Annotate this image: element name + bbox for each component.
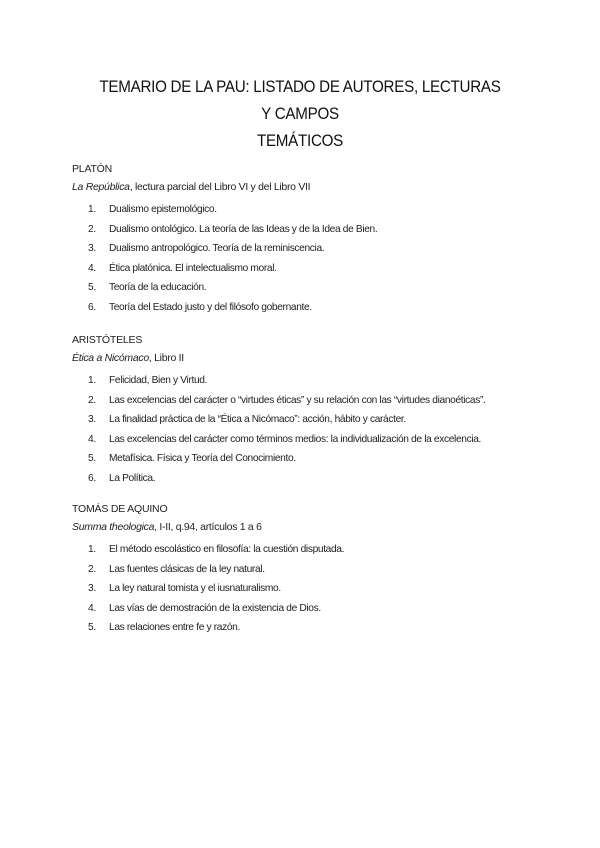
item-text: El método escolástico en filosofía: la cuestión disputada. <box>109 544 345 555</box>
list-item <box>72 469 542 489</box>
list-item <box>72 579 542 599</box>
item-text: Dualismo ontológico. La teoría de las Ideas y de la Idea de Bien. <box>109 223 378 235</box>
work-reference <box>72 180 542 194</box>
item-text: Las fuentes clásicas de la ley natural. <box>109 563 265 575</box>
list-item <box>72 430 542 450</box>
list-item <box>72 200 542 220</box>
item-text: Felicidad, Bien y Virtud. <box>109 375 208 386</box>
item-text: La Política. <box>109 472 156 484</box>
item-text: Dualismo epistemológico. <box>109 204 217 215</box>
list-item <box>72 259 542 279</box>
item-text: Las excelencias del carácter como términos medios: la individualización de la excelencia. <box>109 433 482 445</box>
work-detail: , Libro II <box>148 352 184 364</box>
item-number: 5. <box>88 282 96 293</box>
work-detail: , lectura parcial del Libro VI y del Libro VII <box>129 181 311 193</box>
item-text: La ley natural tomista y el iusnaturalismo. <box>109 583 281 594</box>
item-number: 1. <box>88 375 96 386</box>
title-line-2: TEMÁTICOS <box>256 132 344 150</box>
item-text: Teoría del Estado justo y del filósofo gobernante. <box>109 301 312 313</box>
list-item <box>72 540 542 560</box>
item-number: 1. <box>88 544 96 555</box>
page-title <box>98 74 503 155</box>
section-platon <box>72 162 542 317</box>
item-text: Metafísica. Física y Teoría del Conocimiento. <box>109 453 296 464</box>
item-number: 3. <box>88 583 96 594</box>
item-number: 5. <box>88 622 96 633</box>
item-text: Las relaciones entre fe y razón. <box>109 622 240 633</box>
item-text: Ética platónica. El intelectualismo moral. <box>109 262 277 274</box>
item-text: La finalidad práctica de la “Ética a Nicómaco”: acción, hábito y carácter. <box>109 414 406 425</box>
list-item <box>72 410 542 430</box>
topic-list <box>72 371 542 488</box>
work-title: Ética a Nicómaco <box>72 352 149 364</box>
topic-list <box>72 540 542 638</box>
list-item <box>72 560 542 580</box>
item-number: 1. <box>88 204 96 215</box>
list-item <box>72 239 542 259</box>
item-number: 6. <box>88 301 96 313</box>
list-item <box>72 278 542 298</box>
work-title: Summa theologica <box>72 521 155 533</box>
section-tomas-de-aquino <box>72 502 542 638</box>
item-text: Dualismo antropológico. Teoría de la reminiscencia. <box>109 243 325 254</box>
item-number: 2. <box>88 394 96 406</box>
list-item <box>72 618 542 638</box>
work-reference <box>72 351 542 365</box>
item-number: 6. <box>88 472 96 484</box>
list-item <box>72 220 542 240</box>
item-number: 5. <box>88 453 96 464</box>
item-number: 4. <box>88 262 96 274</box>
section-aristoteles <box>72 333 542 488</box>
work-title: La República <box>72 181 130 193</box>
item-text: Las excelencias del carácter o “virtudes éticas” y su relación con las “virtudes dianoéticas”. <box>109 394 486 406</box>
item-number: 4. <box>88 602 96 614</box>
item-text: Teoría de la educación. <box>109 282 207 293</box>
list-item <box>72 391 542 411</box>
item-number: 2. <box>88 223 96 235</box>
topic-list <box>72 200 542 317</box>
list-item <box>72 371 542 391</box>
item-number: 2. <box>88 563 96 575</box>
list-item <box>72 599 542 619</box>
item-number: 3. <box>88 243 96 254</box>
author-heading: PLATÓN <box>72 163 113 175</box>
title-line-1: TEMARIO DE LA PAU: LISTADO DE AUTORES, LECTURAS Y CAMPOS <box>99 78 501 123</box>
item-text: Las vías de demostración de la existencia de Dios. <box>109 602 321 614</box>
author-heading: ARISTÓTELES <box>72 334 143 346</box>
list-item <box>72 298 542 318</box>
item-number: 3. <box>88 414 96 425</box>
item-number: 4. <box>88 433 96 445</box>
list-item <box>72 449 542 469</box>
work-detail: , I-II, q.94, artículos 1 a 6 <box>154 521 262 533</box>
author-heading: TOMÁS DE AQUINO <box>72 503 168 515</box>
work-reference <box>72 520 542 534</box>
